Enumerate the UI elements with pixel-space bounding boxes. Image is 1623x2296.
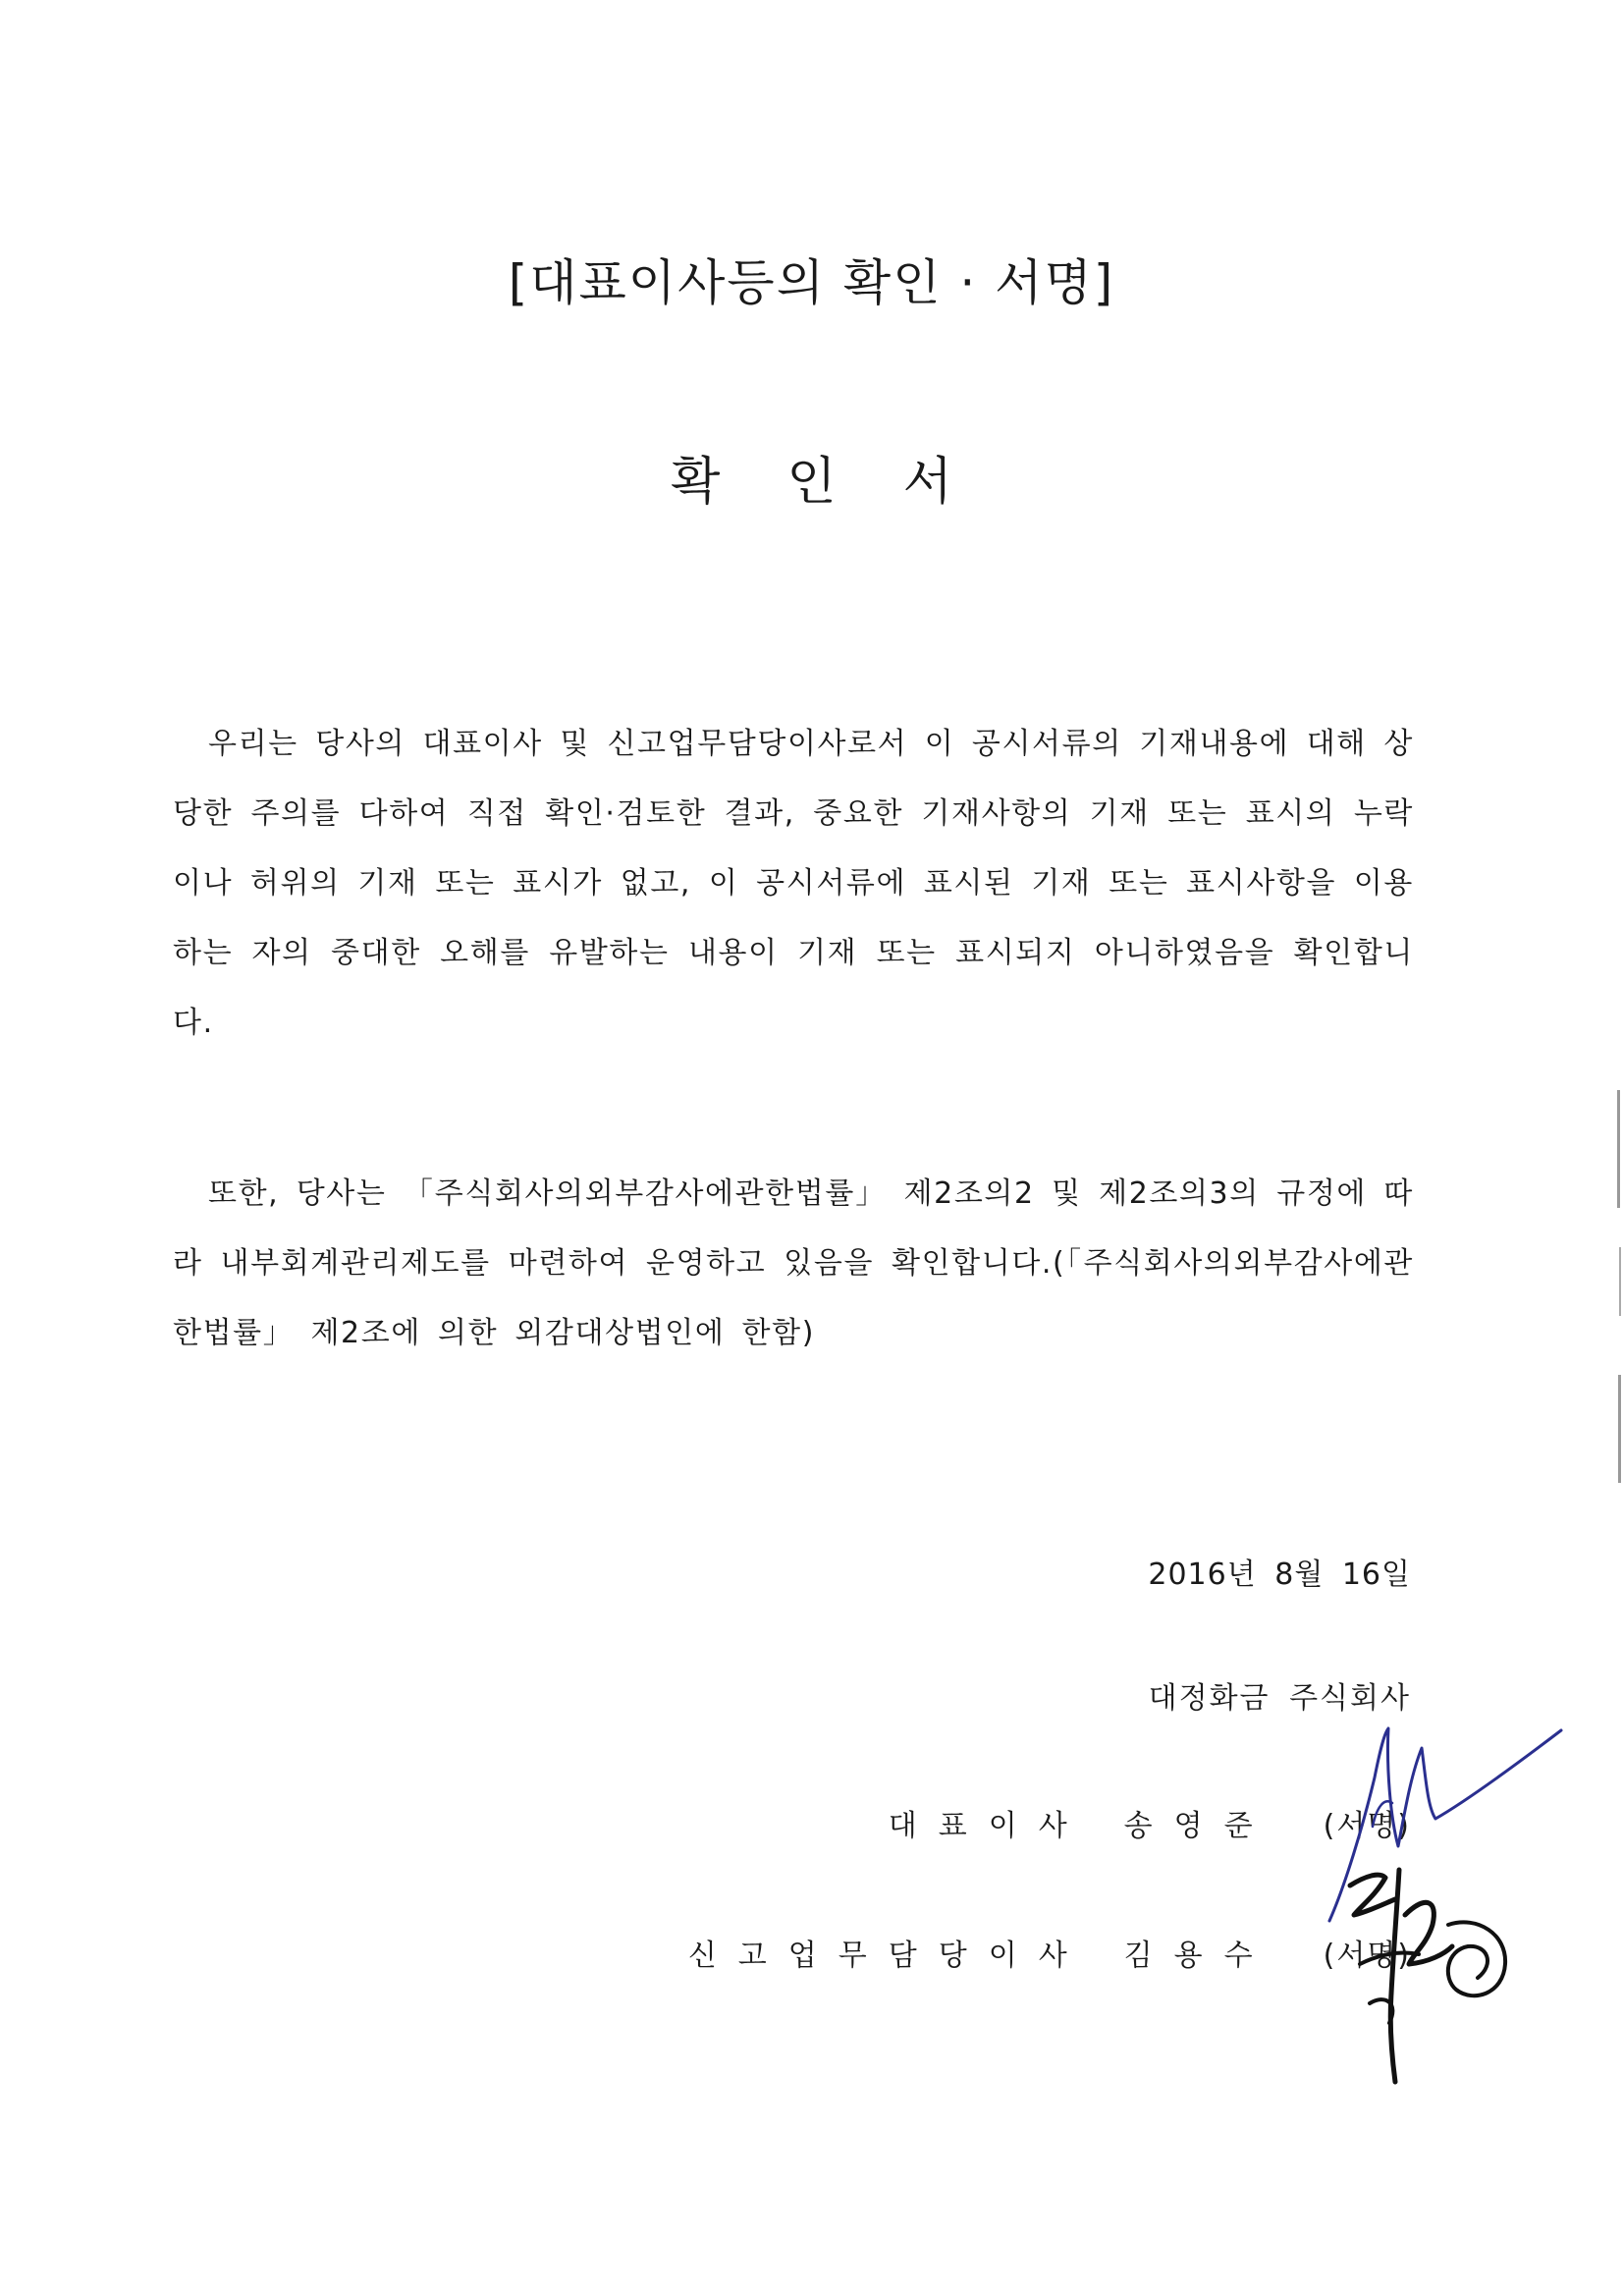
document-title: 확인서 <box>671 453 1019 512</box>
paragraph1-text: 우리는 당사의 대표이사 및 신고업무담당이사로서 이 공시서류의 기재내용에 대해 상당한 주의를 다하여 직접 확인·검토한 결과, 중요한 기재사항의 기재 또는 표시의 누락이나 허위의 기재 또는 표시가 없고, 이 공시서류에 표시된 기재 또는 표시사항을 이용하는 자의 중대한 오해를 유발하는 내용이 기재 또는 표시되지 아니하였음을 확인합니다. <box>173 727 1414 1040</box>
signature-label: (서명) <box>1323 1939 1411 1973</box>
signature-stroke <box>1405 1902 1452 1964</box>
signature-stroke <box>1370 1999 1392 2023</box>
signer-role: 대표이사 <box>888 1809 1089 1843</box>
signer-ceo <box>889 1801 1411 1844</box>
signer-name: 김용수 <box>1123 1939 1274 1973</box>
signature-stroke <box>1390 1870 1399 2082</box>
internal-control-paragraph <box>173 1159 1414 1368</box>
signature-stroke <box>1350 1875 1395 1915</box>
company-name: 대정화금 주식회사 <box>1148 1681 1411 1716</box>
paragraph2-text: 또한, 당사는 「주식회사의외부감사에관한법률」 제2조의2 및 제2조의3의 규정에 따라 내부회계관리제도를 마련하여 운영하고 있음을 확인합니다.(「주식회사의외부감사에관한법률」 제2조에 의한 외감대상법인에 한함) <box>173 1176 1414 1350</box>
signer-name: 송영준 <box>1123 1809 1274 1843</box>
officer-signature-image <box>1330 1856 1517 2092</box>
signature-stroke <box>1448 1922 1505 1995</box>
header-title: [대표이사등의 확인 · 서명] <box>508 254 1115 311</box>
signer-role: 신고업무담당이사 <box>687 1939 1089 1973</box>
signer-disclosure-officer <box>688 1931 1411 1974</box>
edge-mark <box>1617 1090 1620 1208</box>
confirmation-paragraph <box>173 709 1414 1058</box>
document-date: 2016년 8월 16일 <box>1148 1558 1411 1592</box>
signature-label: (서명) <box>1323 1809 1411 1843</box>
scan-edge-marks <box>1609 1090 1623 1503</box>
edge-mark <box>1618 1375 1621 1483</box>
edge-mark <box>1619 1247 1621 1316</box>
